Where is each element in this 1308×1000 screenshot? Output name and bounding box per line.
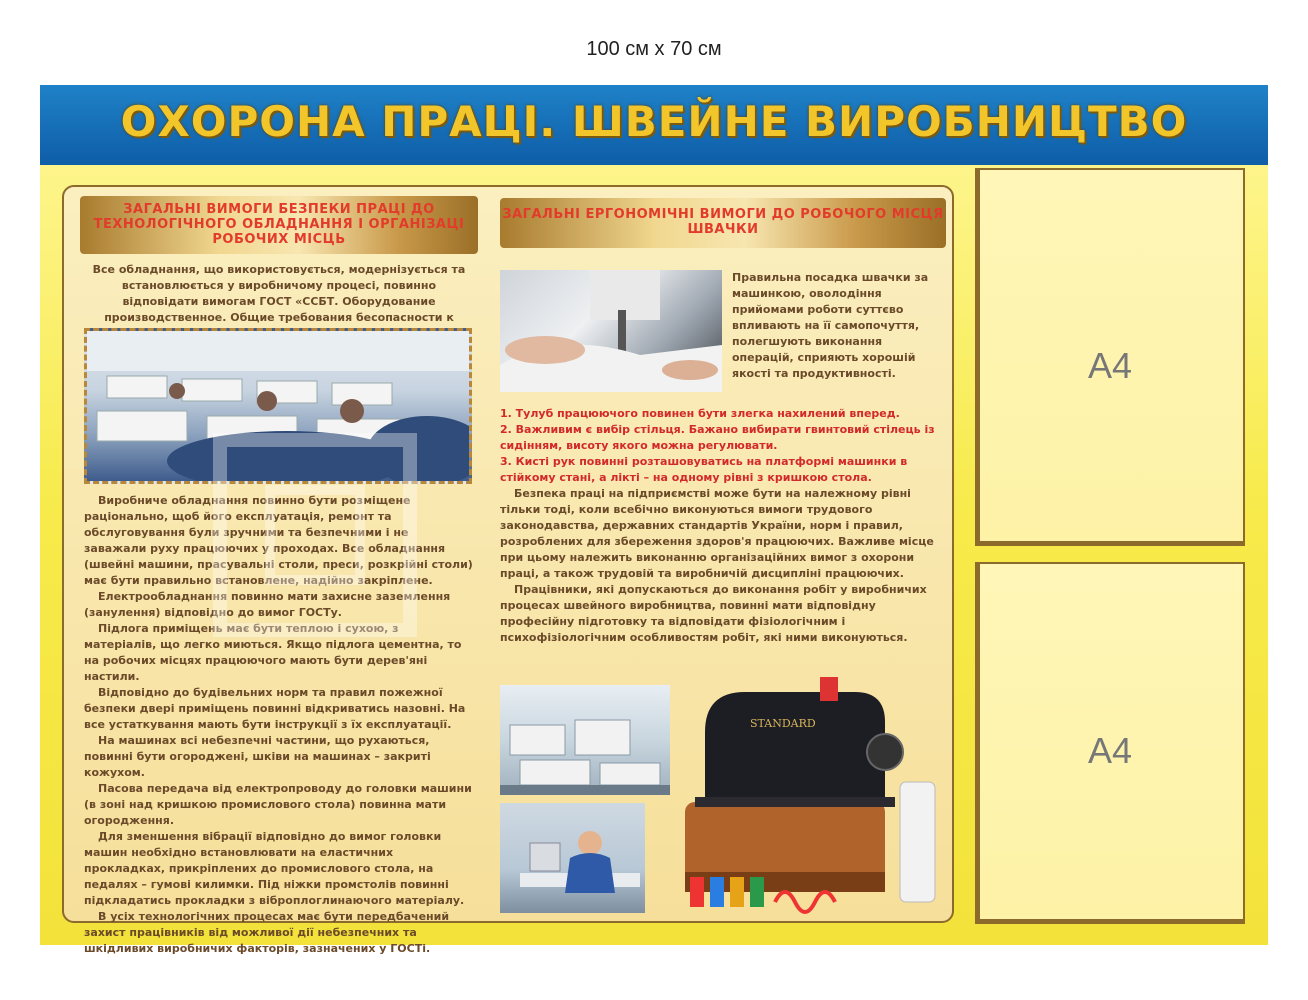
right-heading: ЗАГАЛЬНІ ЕРГОНОМІЧНІ ВИМОГИ ДО РОБОЧОГО МІСЦЯ ШВАЧКИ (500, 198, 946, 248)
sewing-workshop-photo (84, 328, 472, 484)
a4-label: A4 (1087, 345, 1133, 386)
rule-item: 3. Кисті рук повинні розташовуватись на платформі машинки в стійкому стані, а лікті – на одному рівні з кришкою стола. (500, 455, 908, 484)
sewing-machine-illustration (655, 672, 945, 917)
page-title: ОХОРОНА ПРАЦІ. ШВЕЙНЕ ВИРОБНИЦТВО (120, 97, 1188, 146)
sewing-needle-photo (500, 270, 722, 392)
left-paragraph: Для зменшення вібрації відповідно до вимог головки машин необхідно встановлювати на еластичних прокладках, прикріплених до промислового стола, на педалях – гумові килимки. Під ніжки промстолів повинні підкладатись прокладки з віброплоглинаючого матеріалу. (84, 830, 465, 907)
rule-item: 2. Важливим є вибір стільця. Бажано вибирати гвинтовий стілець із сидінням, висоту якого можна регулювати. (500, 423, 935, 452)
a4-label: A4 (1087, 730, 1133, 771)
left-paragraph: Пасова передача від електропроводу до головки машини (в зоні над кришкою промислового стола) повинна мати огородження. (84, 782, 472, 827)
left-paragraph: На машинах всі небезпечні частини, що рухаються, повинні бути огороджені, шківи на машинах – закриті кожухом. (84, 734, 431, 779)
seamstress-photo (500, 803, 645, 913)
left-body-text (84, 493, 474, 957)
left-paragraph: Виробниче обладнання повинно бути розміщене раціонально, щоб його експлуатація, ремонт та обслуговування були зручними та безпечними і не заважали руху працюючих у проходах. Все обладнання (швейні машини, прасувальні столи, преси, розкрійні столи) має бути правильно встановлене, надійно закріплене. (84, 494, 473, 587)
left-paragraph: Електрообладнання повинно мати захисне заземлення (занулення) відповідно до вимог ГОСТу. (84, 590, 451, 619)
rule-item: 1. Тулуб працюючого повинен бути злегка нахилений вперед. (500, 407, 900, 420)
posture-text: Правильна посадка швачки за машинкою, оволодіння прийомами роботи суттєво впливають на її самопочуття, полегшують виконання операцій, сприяють хорошій якості та продуктивності. (732, 271, 929, 380)
left-paragraph: В усіх технологічних процесах має бути передбачений захист працівників від можливої дії небезпечних та шкідливих виробничих факторів, зазначених у ГОСТі. (84, 910, 450, 955)
right-paragraph: Працівники, які допускаються до виконання робіт у виробничих процесах швейного виробництва, повинні мати відповідну професійну підготовку та відповідати фізіологічним і психофізіологічним особливостям робіт, які ними виконуються. (500, 583, 927, 644)
right-body-text (500, 406, 946, 646)
left-paragraph: Підлога приміщень має бути теплою і сухою, з матеріалів, що легко миються. Якщо підлога цементна, то на робочих місцях працюючого мають бути дерев'яні настили. (84, 622, 462, 683)
machine-brand: STANDARD (750, 717, 816, 730)
left-paragraph: Відповідно до будівельних норм та правил пожежної безпеки двері приміщень повинні відкриватись назовні. На все устаткування мають бути інструкції з їх експлуатації. (84, 686, 466, 731)
dimensions-caption: 100 см х 70 см (586, 38, 722, 60)
intro-text: Все обладнання, що використовується, модернізується та встановлюється у виробничому процесі, повинно відповідати вимогам ГОСТ «ССБТ. Оборудование производственное. Общие требования бесопасности к (92, 263, 466, 324)
left-heading: ЗАГАЛЬНІ ВИМОГИ БЕЗПЕКИ ПРАЦІ ДО ТЕХНОЛОГІЧНОГО ОБЛАДНАННЯ І ОРГАНІЗАЦІ РОБОЧИХ МІСЦЬ (80, 196, 478, 254)
factory-machines-photo (500, 685, 670, 795)
right-paragraph: Безпека праці на підприємстві може бути на належному рівні тільки тоді, коли всебічно виконуються вимоги трудового законодавства, державних стандартів України, норм і правил, розроблених для збереження здоров'я працюючих. Важливе місце при цьому належить виконанню організаційних вимог з охорони праці, а також трудовій та виробничій дисципліні працюючих. (500, 487, 934, 580)
